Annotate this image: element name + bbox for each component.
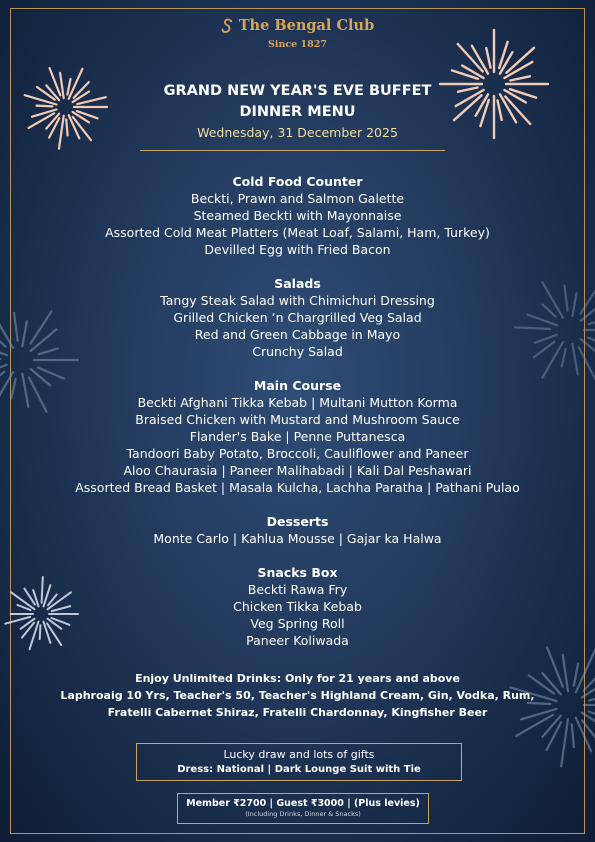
event-date: Wednesday, 31 December 2025	[197, 125, 398, 140]
menu-item: Monte Carlo | Kahlua Mousse | Gajar ka Halwa	[153, 531, 442, 546]
title-divider	[140, 150, 445, 151]
section-salads	[0, 275, 595, 360]
section-main-course	[0, 377, 595, 496]
menu-item: Steamed Beckti with Mayonnaise	[193, 208, 402, 223]
price-note: (Including Drinks, Dinner & Snacks)	[245, 810, 361, 818]
info-box	[136, 743, 462, 781]
menu-item: Aloo Chaurasia | Paneer Malihabadi | Kali Dal Peshawari	[123, 463, 472, 478]
menu-item: Beckti Rawa Fry	[247, 582, 348, 597]
section-cold-food	[0, 173, 595, 258]
club-since: Since 1827	[268, 38, 327, 50]
drinks-section	[0, 670, 595, 721]
section-snacks-box	[0, 564, 595, 649]
menu-item: Tandoori Baby Potato, Broccoli, Cauliflower and Paneer	[126, 446, 469, 461]
dress-code-text: Dress: National | Dark Lounge Suit with Tie	[177, 764, 421, 775]
menu-item: Grilled Chicken ‘n Chargrilled Veg Salad	[173, 310, 422, 325]
price-box	[177, 793, 429, 824]
page-title	[0, 81, 595, 123]
menu-item: Tangy Steak Salad with Chimichuri Dressing	[160, 293, 435, 308]
section-title: Snacks Box	[257, 565, 338, 580]
section-desserts	[0, 513, 595, 547]
menu-item: Beckti, Prawn and Salmon Galette	[190, 191, 405, 206]
drinks-list-1: Laphroaig 10 Yrs, Teacher's 50, Teacher's Highland Cream, Gin, Vodka, Rum,	[60, 689, 535, 702]
club-emblem-icon	[221, 18, 235, 34]
menu-item: Paneer Koliwada	[246, 633, 349, 648]
menu-item: Red and Green Cabbage in Mayo	[194, 327, 401, 342]
menu-item: Assorted Cold Meat Platters (Meat Loaf, Salami, Ham, Turkey)	[105, 225, 490, 240]
title-line-1: GRAND NEW YEAR'S EVE BUFFET	[163, 83, 432, 99]
menu	[0, 173, 595, 649]
gifts-text: Lucky draw and lots of gifts	[223, 748, 375, 761]
drinks-heading: Enjoy Unlimited Drinks: Only for 21 years and above	[135, 672, 460, 685]
title-line-2: DINNER MENU	[239, 104, 356, 120]
menu-item: Veg Spring Roll	[250, 616, 345, 631]
menu-item: Devilled Egg with Fried Bacon	[204, 242, 391, 257]
menu-item: Assorted Bread Basket | Masala Kulcha, Lachha Paratha | Pathani Pulao	[75, 480, 520, 495]
menu-item: Beckti Afghani Tikka Kebab | Multani Mutton Korma	[137, 395, 458, 410]
club-logo	[0, 17, 595, 50]
menu-item: Braised Chicken with Mustard and Mushroom Sauce	[135, 412, 460, 427]
section-title: Desserts	[266, 514, 329, 529]
club-name: The Bengal Club	[238, 17, 375, 34]
section-title: Main Course	[253, 378, 342, 393]
drinks-list-2: Fratelli Cabernet Shiraz, Fratelli Chardonnay, Kingfisher Beer	[107, 706, 488, 719]
menu-item: Flander's Bake | Penne Puttanesca	[189, 429, 406, 444]
section-title: Salads	[274, 276, 321, 291]
menu-item: Crunchy Salad	[252, 344, 343, 359]
section-title: Cold Food Counter	[232, 174, 363, 189]
menu-item: Chicken Tikka Kebab	[233, 599, 362, 614]
price-text: Member ₹2700 | Guest ₹3000 | (Plus levies)	[186, 798, 420, 809]
